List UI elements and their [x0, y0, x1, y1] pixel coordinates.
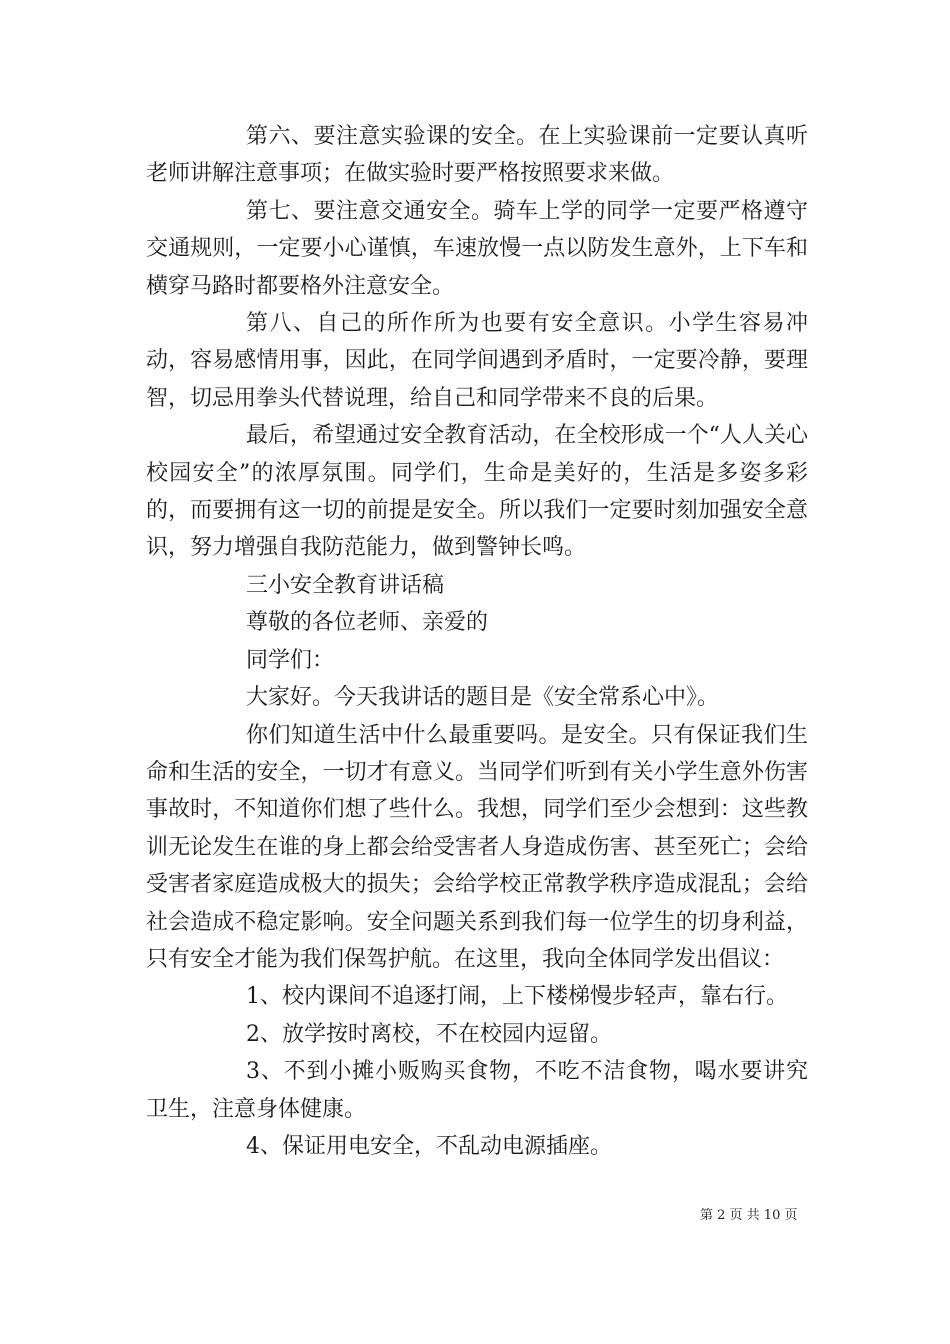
document-body: [146, 118, 808, 1165]
paragraph-greeting: 大家好。今天我讲话的题目是《安全常系心中》。: [246, 685, 720, 711]
page-number-footer: 第 2 页 共 10 页: [700, 1208, 798, 1223]
list-item-3: 3、不到小摊小贩购买食物，不吃不洁食物，喝水要讲究卫生，注意身体健康。: [146, 1059, 808, 1122]
paragraph-behavior-safety: 第八、自己的所作所为也要有安全意识。小学生容易冲动，容易感情用事，因此，在同学间遇到矛盾时，一定要冷静，要理智，切忌用拳头代替说理，给自己和同学带来不良的后果。: [146, 311, 808, 411]
salutation-line-1: 尊敬的各位老师、亲爱的: [246, 610, 489, 636]
list-item-1: 1、校内课间不追逐打闹，上下楼梯慢步轻声，靠右行。: [246, 984, 788, 1010]
list-item-4: 4、保证用电安全，不乱动电源插座。: [246, 1133, 612, 1159]
paragraph-traffic-safety: 第七、要注意交通安全。骑车上学的同学一定要严格遵守交通规则，一定要小心谨慎，车速放慢一点以防发生意外，上下车和横穿马路时都要格外注意安全。: [146, 198, 808, 299]
salutation-line-2: 同学们：: [246, 647, 335, 673]
list-item-2: 2、放学按时离校，不在校园内逗留。: [246, 1021, 612, 1047]
speech-title: 三小安全教育讲话稿: [246, 572, 445, 598]
paragraph-importance-of-safety: 你们知道生活中什么最重要吗。是安全。只有保证我们生命和生活的安全，一切才有意义。当同学们听到有关小学生意外伤害事故时，不知道你们想了些什么。我想，同学们至少会想到：这些教训无论发生在谁的身上都会给受害者人身造成伤害、甚至死亡；会给受害者家庭造成极大的损失；会给学校正常教学秩序造成混乱；会给社会造成不稳定影响。安全问题关系到我们每一位学生的切身利益，只有安全才能为我们保驾护航。在这里，我向全体同学发出倡议：: [146, 722, 808, 972]
paragraph-conclusion: 最后，希望通过安全教育活动，在全校形成一个“人人关心校园安全”的浓厚氛围。同学们，生命是美好的，生活是多姿多彩的，而要拥有这一切的前提是安全。所以我们一定要时刻加强安全意识，努力增强自我防范能力，做到警钟长鸣。: [146, 423, 808, 561]
paragraph-experiment-safety: 第六、要注意实验课的安全。在上实验课前一定要认真听老师讲解注意事项；在做实验时要严格按照要求来做。: [146, 124, 808, 187]
